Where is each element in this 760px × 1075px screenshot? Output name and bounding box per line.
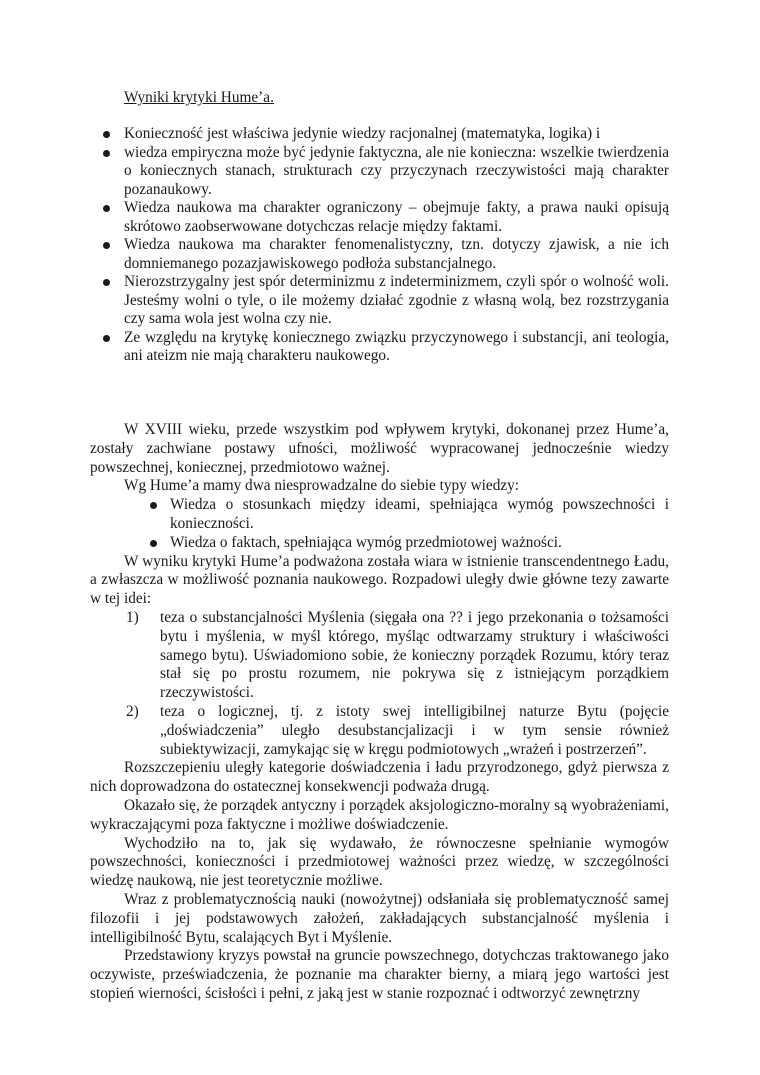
paragraph: Wg Hume’a mamy dwa niesprowadzalne do siebie typy wiedzy: — [124, 477, 520, 495]
thesis-item — [90, 609, 669, 703]
paragraph: Okazało się, że porządek antyczny i porządek aksjologiczno-moralny są wyobrażeniami, wykraczającymi poza faktyczne i możliwe doświadczenie. — [90, 796, 669, 833]
bullet-item — [0, 199, 760, 236]
section-title: Wyniki krytyki Hume’a. — [124, 89, 274, 106]
bullet-item — [0, 236, 760, 273]
thesis-item — [90, 703, 669, 759]
bullet-icon — [103, 335, 110, 342]
bullet-item — [0, 144, 760, 200]
bullet-text: Wiedza naukowa ma charakter ograniczony – obejmuje fakty, a prawa nauki opisują skrótowo zaobserwowane dotychczas relacje między faktami. — [124, 199, 669, 235]
bullet-icon — [103, 279, 110, 286]
knowledge-type-item — [90, 496, 669, 534]
thesis-number: 1) — [126, 608, 139, 626]
body-text — [90, 421, 669, 1004]
knowledge-type-item — [90, 534, 669, 553]
results-bullet-list — [0, 125, 760, 366]
bullet-text: Konieczność jest właściwa jedynie wiedzy racjonalnej (matematyka, logika) i — [124, 125, 601, 142]
bullet-item — [0, 125, 760, 144]
bullet-icon — [150, 540, 157, 547]
bullet-item — [0, 273, 760, 329]
bullet-icon — [150, 502, 157, 509]
knowledge-type-text: Wiedza o faktach, spełniająca wymóg przedmiotowej ważności. — [170, 533, 562, 551]
paragraph: Wychodziło na to, jak się wydawało, że równoczesne spełnianie wymogów powszechności, konieczności i przedmiotowej ważności przez wiedzę, w szczególności wiedzę naukową, nie jest teoretycznie możliwe. — [90, 834, 669, 890]
bullet-text: Nierozstrzygalny jest spór determinizmu z indeterminizmem, czyli spór o wolność woli. Jesteśmy wolni o tyle, o ile możemy działać zgodnie z własną wolą, bez rozstrzygania czy sama wola jest wolna czy nie. — [124, 273, 669, 327]
paragraph: Przedstawiony kryzys powstał na gruncie powszechnego, dotychczas traktowanego jako oczywiste, przeświadczenia, że poznanie ma charakter bierny, a miarą jego wartości jest stopień wierności, ścisłości i pełni, z jaką jest w stanie rozpoznać i odtworzyć zewnętrzny — [90, 947, 669, 1002]
paragraph: Rozszczepieniu uległy kategorie doświadczenia i ładu przyrodzonego, gdyż pierwsza z nich doprowadzona do ostatecznej konsekwencji podważa drugą. — [90, 759, 669, 796]
thesis-text: teza o substancjalności Myślenia (sięgała ona ?? i jego przekonania o tożsamości bytu i myślenia, w myśl którego, myśląc odtwarzamy struktury i właściwości samego bytu). Uświadomiono sobie, że konieczny porządek Rozumu, który teraz stał się po prostu rozumem, nie pokrywa się z istniejącym porządkiem rzeczywistości. — [160, 608, 669, 702]
bullet-text: Ze względu na krytykę koniecznego związku przyczynowego i substancji, ani teologia, ani ateizm nie mają charakteru naukowego. — [124, 328, 669, 364]
bullet-icon — [103, 205, 110, 212]
knowledge-type-text: Wiedza o stosunkach między ideami, spełniająca wymóg powszechności i konieczności. — [170, 496, 669, 532]
bullet-icon — [103, 131, 110, 138]
bullet-icon — [103, 242, 110, 249]
thesis-text: teza o logicznej, tj. z istoty swej intelligibilnej naturze Bytu (pojęcie „doświadczenia” uległo desubstancjalizacji i w tym sensie również subiektywizacji, zamykając się w kręgu podmiotowych „wrażeń i postrzerzeń”. — [160, 702, 669, 758]
bullet-text: wiedza empiryczna może być jedynie faktyczna, ale nie konieczna: wszelkie twierdzenia o koniecznych stanach, strukturach czy przyczynach rzeczywistości mają charakter pozanaukowy. — [124, 143, 669, 198]
bullet-text: Wiedza naukowa ma charakter fenomenalistyczny, tzn. dotyczy zjawisk, a nie ich domniemanego pozazjawiskowego podłoża substancjalnego. — [124, 236, 669, 272]
thesis-number: 2) — [126, 702, 139, 720]
bullet-item — [0, 329, 760, 366]
paragraph: W wyniku krytyki Hume’a podważona została wiara w istnienie transcendentnego Ładu, a zwłaszcza w możliwość poznania naukowego. Rozpadowi uległy dwie główne tezy zawarte w tej idei: — [90, 552, 669, 608]
paragraph: W XVIII wieku, przede wszystkim pod wpływem krytyki, dokonanej przez Hume’a, zostały zachwiane postawy ufności, możliwość wypracowanej jednocześnie wiedzy powszechnej, koniecznej, przedmiotowo ważnej. — [90, 421, 669, 476]
bullet-icon — [103, 150, 110, 157]
paragraph: Wraz z problematycznością nauki (nowożytnej) odsłaniała się problematyczność samej filozofii i jej podstawowych założeń, zakładających substancjalność myślenia i intelligibilność Bytu, scalających Byt i Myślenie. — [90, 890, 669, 946]
